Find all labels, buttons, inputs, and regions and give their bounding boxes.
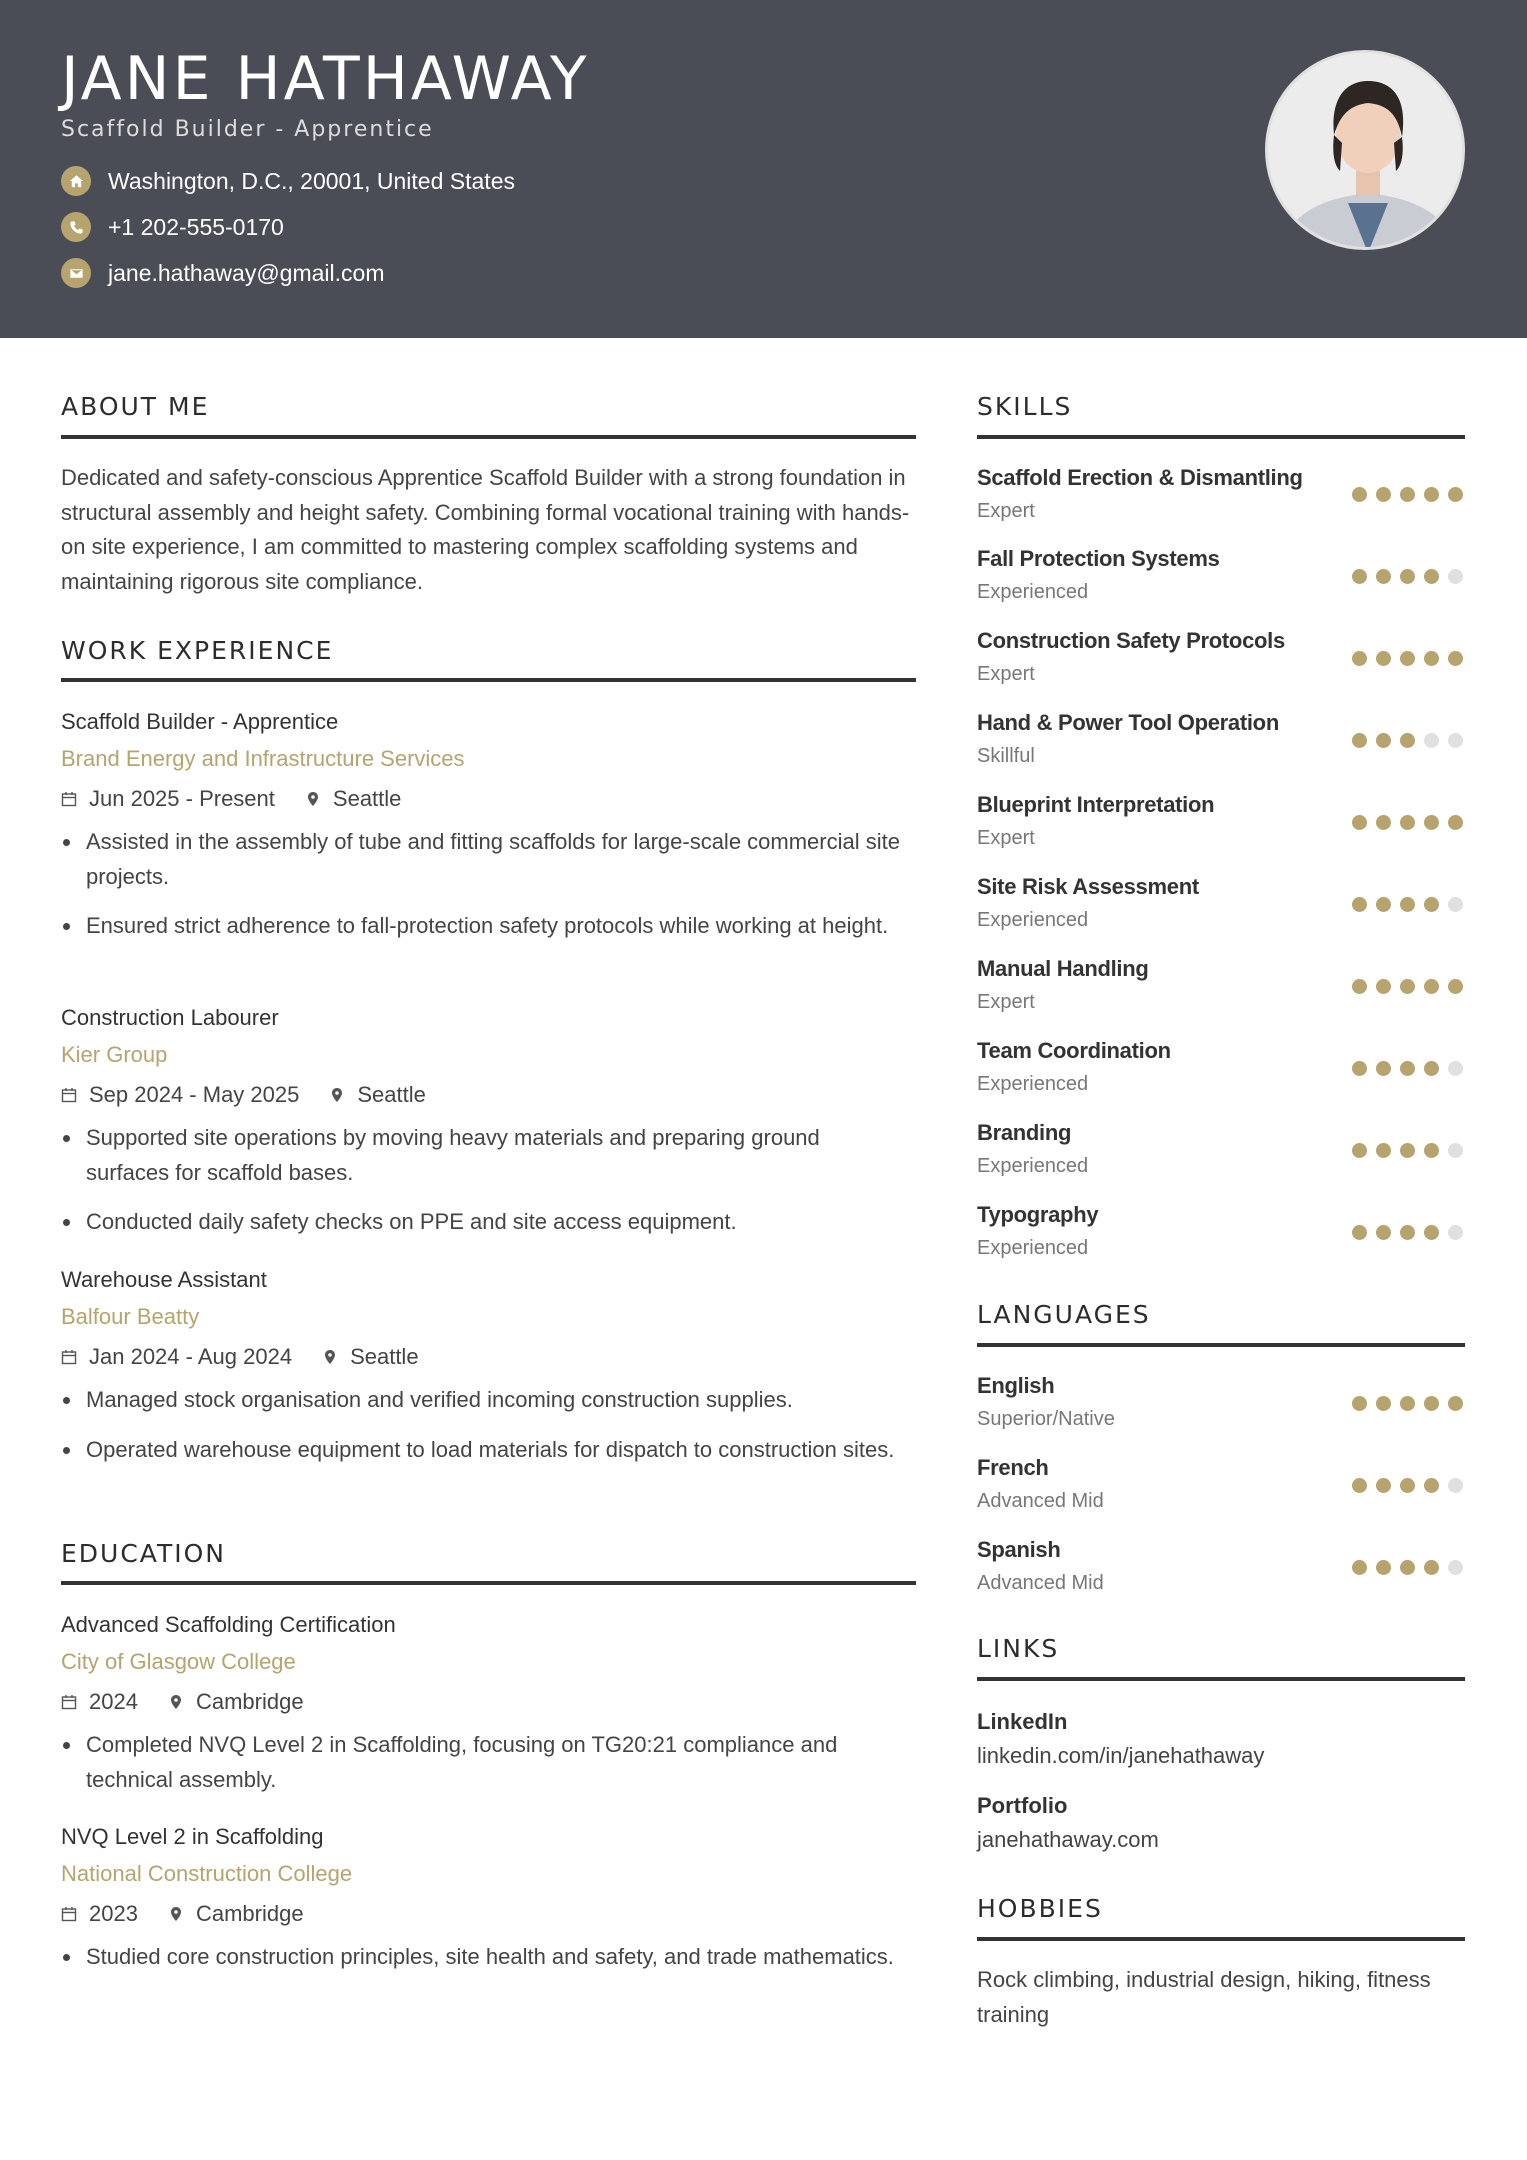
rating-dot-filled — [1352, 487, 1367, 502]
rating-dot-filled — [1424, 815, 1439, 830]
rating-dot-filled — [1400, 651, 1415, 666]
rating-dot-filled — [1424, 1478, 1439, 1493]
rating-dot-empty — [1424, 733, 1439, 748]
hobbies-divider — [977, 1937, 1465, 1941]
skill-level: Skillful — [977, 745, 1035, 767]
rating-dot-filled — [1400, 1560, 1415, 1575]
rating-dot-filled — [1352, 979, 1367, 994]
rating-dot-filled — [1352, 1061, 1367, 1076]
links-divider — [977, 1677, 1465, 1681]
education-year: 2024 — [89, 1689, 138, 1714]
rating-dot-filled — [1424, 1396, 1439, 1411]
job-dates: Sep 2024 - May 2025 — [89, 1082, 300, 1107]
skill-rating — [1352, 1061, 1472, 1076]
skill-level: Experienced — [977, 909, 1089, 931]
mail-icon — [61, 258, 91, 288]
skill-name: Manual Handling — [977, 956, 1149, 981]
rating-dot-filled — [1352, 1143, 1367, 1158]
skill-level: Experienced — [977, 1073, 1089, 1095]
rating-dot-filled — [1400, 1143, 1415, 1158]
language-level: Advanced Mid — [977, 1572, 1104, 1594]
education-location: Cambridge — [195, 1689, 304, 1714]
job-location: Seattle — [332, 786, 402, 811]
rating-dot-filled — [1424, 1225, 1439, 1240]
links-section-title: LINKS — [977, 1634, 1060, 1663]
rating-dot-filled — [1352, 651, 1367, 666]
skill-name: Fall Protection Systems — [977, 546, 1220, 571]
education-meta — [61, 1899, 304, 1929]
skill-name: Site Risk Assessment — [977, 874, 1199, 899]
work-divider — [61, 678, 916, 682]
rating-dot-filled — [1352, 815, 1367, 830]
skill-name: Blueprint Interpretation — [977, 792, 1215, 817]
job-bullet: Operated warehouse equipment to load materials for dispatch to construction sites. — [86, 1433, 906, 1468]
skill-rating — [1352, 651, 1472, 666]
rating-dot-filled — [1400, 733, 1415, 748]
rating-dot-filled — [1400, 815, 1415, 830]
rating-dot-filled — [1424, 651, 1439, 666]
job-title: Construction Labourer — [61, 1005, 279, 1030]
rating-dot-filled — [1376, 1143, 1391, 1158]
rating-dot-filled — [1424, 897, 1439, 912]
rating-dot-filled — [1448, 651, 1463, 666]
skill-level: Expert — [977, 827, 1035, 849]
job-meta — [61, 784, 401, 814]
rating-dot-filled — [1376, 1061, 1391, 1076]
rating-dot-filled — [1352, 897, 1367, 912]
rating-dot-filled — [1424, 487, 1439, 502]
skill-rating — [1352, 733, 1472, 748]
work-section-title: WORK EXPERIENCE — [61, 636, 334, 665]
contact-address — [61, 166, 515, 196]
rating-dot-empty — [1448, 733, 1463, 748]
rating-dot-empty — [1448, 1225, 1463, 1240]
education-location: Cambridge — [195, 1901, 304, 1926]
skill-rating — [1352, 569, 1472, 584]
language-name: French — [977, 1455, 1049, 1480]
skill-name: Team Coordination — [977, 1038, 1171, 1063]
skill-rating — [1352, 979, 1472, 994]
job-bullet: Managed stock organisation and verified incoming construction supplies. — [86, 1383, 906, 1418]
language-name: English — [977, 1373, 1055, 1398]
skill-rating — [1352, 897, 1472, 912]
skills-divider — [977, 435, 1465, 439]
link-portfolio[interactable]: janehathaway.com — [977, 1827, 1159, 1852]
rating-dot-filled — [1424, 1143, 1439, 1158]
skill-name: Construction Safety Protocols — [977, 628, 1285, 653]
rating-dot-filled — [1400, 1061, 1415, 1076]
language-rating — [1352, 1478, 1472, 1493]
rating-dot-filled — [1352, 1225, 1367, 1240]
rating-dot-empty — [1448, 1478, 1463, 1493]
rating-dot-filled — [1400, 487, 1415, 502]
rating-dot-filled — [1376, 651, 1391, 666]
home-icon — [61, 166, 91, 196]
job-title: Warehouse Assistant — [61, 1267, 267, 1292]
languages-section-title: LANGUAGES — [977, 1300, 1151, 1329]
link-label-portfolio: Portfolio — [977, 1793, 1068, 1818]
rating-dot-filled — [1352, 1560, 1367, 1575]
school-name: City of Glasgow College — [61, 1649, 296, 1674]
rating-dot-filled — [1400, 897, 1415, 912]
rating-dot-filled — [1424, 1560, 1439, 1575]
rating-dot-filled — [1400, 979, 1415, 994]
rating-dot-filled — [1376, 1396, 1391, 1411]
job-bullet: Conducted daily safety checks on PPE and site access equipment. — [86, 1205, 906, 1240]
job-dates: Jun 2025 - Present — [89, 786, 275, 811]
language-level: Advanced Mid — [977, 1490, 1104, 1512]
job-location: Seattle — [357, 1082, 426, 1107]
about-section-title: ABOUT ME — [61, 392, 210, 421]
address-text: Washington, D.C., 20001, United States — [108, 167, 515, 194]
phone-text: +1 202-555-0170 — [108, 213, 284, 240]
job-meta — [61, 1080, 426, 1110]
education-title: Advanced Scaffolding Certification — [61, 1612, 396, 1637]
job-meta — [61, 1342, 419, 1372]
rating-dot-filled — [1448, 487, 1463, 502]
rating-dot-filled — [1376, 569, 1391, 584]
rating-dot-filled — [1352, 1396, 1367, 1411]
rating-dot-filled — [1376, 1560, 1391, 1575]
rating-dot-filled — [1376, 1225, 1391, 1240]
location-pin-icon — [168, 1906, 184, 1922]
resume-header — [0, 0, 1527, 338]
about-text: Dedicated and safety-conscious Apprentice Scaffold Builder with a strong foundation in structural assembly and height safety. Combining formal vocational training with hands-on site experience, I am committed to mastering complex scaffolding systems and maintaining rigorous site compliance. — [61, 465, 910, 594]
rating-dot-filled — [1376, 733, 1391, 748]
education-divider — [61, 1581, 916, 1585]
job-subtitle: Scaffold Builder - Apprentice — [61, 117, 434, 142]
rating-dot-filled — [1376, 1478, 1391, 1493]
rating-dot-filled — [1400, 1396, 1415, 1411]
calendar-icon — [61, 791, 77, 807]
rating-dot-filled — [1424, 979, 1439, 994]
location-pin-icon — [305, 791, 321, 807]
rating-dot-filled — [1352, 1478, 1367, 1493]
skill-level: Expert — [977, 991, 1035, 1013]
school-name: National Construction College — [61, 1861, 353, 1886]
education-bullet: Studied core construction principles, site health and safety, and trade mathematics. — [86, 1940, 906, 1975]
rating-dot-filled — [1424, 569, 1439, 584]
phone-icon — [61, 212, 91, 242]
hobbies-section-title: HOBBIES — [977, 1894, 1103, 1923]
skill-name: Branding — [977, 1120, 1072, 1145]
rating-dot-filled — [1400, 569, 1415, 584]
skill-rating — [1352, 1143, 1472, 1158]
calendar-icon — [61, 1906, 77, 1922]
candidate-name: JANE HATHAWAY — [61, 44, 590, 114]
skill-level: Expert — [977, 663, 1035, 685]
education-section-title: EDUCATION — [61, 1539, 226, 1568]
job-bullet: Supported site operations by moving heavy materials and preparing ground surfaces for scaffold bases. — [86, 1121, 906, 1190]
skill-rating — [1352, 1225, 1472, 1240]
language-level: Superior/Native — [977, 1408, 1115, 1430]
rating-dot-empty — [1448, 569, 1463, 584]
skill-rating — [1352, 815, 1472, 830]
job-dates: Jan 2024 - Aug 2024 — [89, 1344, 293, 1369]
rating-dot-filled — [1376, 815, 1391, 830]
skill-name: Hand & Power Tool Operation — [977, 710, 1279, 735]
education-meta — [61, 1687, 304, 1717]
rating-dot-filled — [1376, 979, 1391, 994]
education-year: 2023 — [89, 1901, 138, 1926]
skill-level: Experienced — [977, 581, 1089, 603]
rating-dot-empty — [1448, 897, 1463, 912]
skills-section-title: SKILLS — [977, 392, 1073, 421]
profile-photo — [1265, 50, 1465, 250]
skill-level: Experienced — [977, 1155, 1089, 1177]
company-name: Brand Energy and Infrastructure Services — [61, 746, 465, 771]
rating-dot-filled — [1424, 1061, 1439, 1076]
language-name: Spanish — [977, 1537, 1061, 1562]
company-name: Balfour Beatty — [61, 1304, 200, 1329]
location-pin-icon — [329, 1087, 345, 1103]
rating-dot-filled — [1352, 569, 1367, 584]
skill-level: Expert — [977, 500, 1035, 522]
rating-dot-filled — [1352, 733, 1367, 748]
rating-dot-filled — [1448, 815, 1463, 830]
skill-name: Scaffold Erection & Dismantling — [977, 465, 1303, 490]
about-divider — [61, 435, 916, 439]
rating-dot-empty — [1448, 1143, 1463, 1158]
skill-name: Typography — [977, 1202, 1099, 1227]
calendar-icon — [61, 1349, 77, 1365]
calendar-icon — [61, 1694, 77, 1710]
rating-dot-filled — [1376, 897, 1391, 912]
rating-dot-empty — [1448, 1560, 1463, 1575]
language-rating — [1352, 1560, 1472, 1575]
language-rating — [1352, 1396, 1472, 1411]
rating-dot-filled — [1448, 979, 1463, 994]
rating-dot-empty — [1448, 1061, 1463, 1076]
email-text: jane.hathaway@gmail.com — [108, 259, 385, 286]
location-pin-icon — [322, 1349, 338, 1365]
job-location: Seattle — [350, 1344, 419, 1369]
job-bullet: Assisted in the assembly of tube and fitting scaffolds for large-scale commercial site projects. — [86, 825, 906, 894]
rating-dot-filled — [1400, 1225, 1415, 1240]
contact-phone[interactable] — [61, 212, 284, 242]
skill-rating — [1352, 487, 1472, 502]
rating-dot-filled — [1448, 1396, 1463, 1411]
company-name: Kier Group — [61, 1042, 168, 1067]
rating-dot-filled — [1400, 1478, 1415, 1493]
education-title: NVQ Level 2 in Scaffolding — [61, 1824, 324, 1849]
education-bullet: Completed NVQ Level 2 in Scaffolding, focusing on TG20:21 compliance and technical assembly. — [86, 1728, 906, 1797]
job-bullet: Ensured strict adherence to fall-protection safety protocols while working at height. — [86, 909, 906, 944]
contact-email[interactable] — [61, 258, 384, 288]
link-label-linkedin: LinkedIn — [977, 1709, 1068, 1734]
languages-divider — [977, 1343, 1465, 1347]
location-pin-icon — [168, 1694, 184, 1710]
rating-dot-filled — [1376, 487, 1391, 502]
calendar-icon — [61, 1087, 77, 1103]
link-linkedin[interactable]: linkedin.com/in/janehathaway — [977, 1743, 1265, 1768]
skill-level: Experienced — [977, 1237, 1089, 1259]
hobbies-text: Rock climbing, industrial design, hiking, fitness training — [977, 1967, 1431, 2027]
job-title: Scaffold Builder - Apprentice — [61, 709, 339, 734]
